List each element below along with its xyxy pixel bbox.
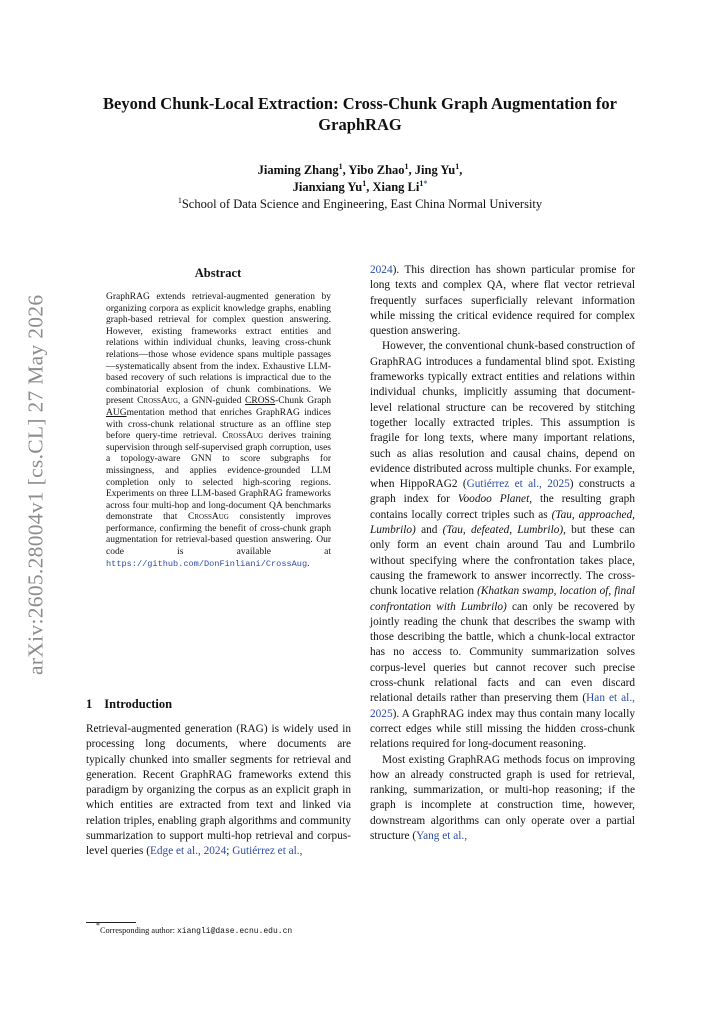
author-line-2 xyxy=(60,179,660,196)
author-name: Jianxiang Yu xyxy=(292,179,363,194)
triple-example: (Tau, approached, Lumbrilo) xyxy=(370,508,635,537)
author-affiliation-mark: 1 xyxy=(455,162,460,171)
method-name: CrossAug xyxy=(137,396,178,407)
arxiv-identifier: arXiv:2605.28004v1 [cs.CL] 27 May 2026 xyxy=(23,294,48,676)
author-separator: , xyxy=(342,163,349,177)
citation-link[interactable]: 2024 xyxy=(370,264,393,276)
triple-example: (Tau, defeated, Lumbrilo) xyxy=(442,524,564,537)
citation-link[interactable]: Gutiérrez et al., xyxy=(232,845,303,858)
affiliation-mark: 1 xyxy=(177,196,182,205)
section-title: Introduction xyxy=(104,697,173,711)
citation-link[interactable]: Gutiérrez et al., 2025 xyxy=(466,478,570,491)
author-affiliation-mark: 1 xyxy=(338,162,343,171)
abstract-heading: Abstract xyxy=(194,266,242,280)
author-separator: , xyxy=(459,163,463,177)
footnote-email[interactable]: xiangli@dase.ecnu.edu.cn xyxy=(176,927,293,936)
triple-example: (Khatkan swamp, location of, final confrontation with Lumbrilo) xyxy=(370,585,635,613)
author-separator: , xyxy=(408,163,415,177)
citation-link[interactable]: Yang et al., xyxy=(416,829,468,842)
section-heading-introduction xyxy=(86,697,350,712)
paragraph: However, the conventional chunk-based construction of GraphRAG introduces a fundamental blind spot. Existing frameworks typically extract entities and relations within individual chunks, implicitly assuming that document-level relational structure can be recovered by stitching together locally extracted triples. This assumption is fragile for long texts, where many important relations, such as alias resolution and causal chains, depend on evidence distributed across multiple chunks. For example, when HippoRAG2 (Gutiérrez et al., 2025) constructs a graph index for Voodoo Planet, the resulting graph contains locally correct triples such as (Tau, approached, Lumbrilo) and (Tau, defeated, Lumbrilo), but these can only form an event chain around Tau and Lumbrilo without specifying where the confrontation takes place, causing the framework to answer incorrectly. The cross-chunk locative relation (Khatkan swamp, location of, final confrontation with Lumbrilo) can only be recovered by jointly reading the chunk that describes the swamp with those describing the battle, which a chunk-local extractor has no access to. Community summarization solves corpus-level queries but cannot recover such precise cross-chunk relational facts and can even discard relational details rather than preserving them (Han et al., 2025). A GraphRAG index may thus contain many locally correct edges while still missing the hidden cross-chunk relations required for long-document reasoning. xyxy=(370,340,636,751)
footnote-label: Corresponding author: xyxy=(100,926,177,935)
author-line-1 xyxy=(60,162,660,179)
author-separator: , xyxy=(366,179,373,194)
footnote xyxy=(96,921,356,937)
intro-right-column xyxy=(370,263,635,844)
paragraph: Retrieval-augmented generation (RAG) is widely used in processing long documents, where documents are typically chunked into smaller segments for retrieval and generation. Recent GraphRAG frameworks extend this paradigm by organizing the corpus as an explicit graph in which entities are extracted from text and linked via relation triples, enabling graph algorithms and community summarization to support multi-hop retrieval and corpus-level queries (Edge et al., 2024; Gutiérrez et al., xyxy=(86,723,351,858)
intro-left-column xyxy=(86,722,351,860)
acronym-underline: AUG xyxy=(106,407,127,418)
affiliation-text: School of Data Science and Engineering, East China Normal University xyxy=(181,197,543,211)
citation-link[interactable]: Han et al., 2025 xyxy=(370,692,635,720)
corresponding-author-mark[interactable]: * xyxy=(423,178,428,188)
paper-title: Beyond Chunk-Local Extraction: Cross-Chunk Graph Augmentation for GraphRAG xyxy=(102,94,617,134)
footnote-mark: * xyxy=(96,921,100,930)
paragraph: 2024). This direction has shown particular promise for long texts and complex QA, where flat vector retrieval frequently surfaces superficially relevant information while missing the critical evidence required for complex question answering. xyxy=(370,264,635,338)
author-name: Xiang Li xyxy=(372,179,420,194)
author-affiliation-mark: 1* xyxy=(419,178,428,188)
citation-link[interactable]: Edge et al., 2024 xyxy=(150,845,227,858)
author-name: Jiaming Zhang xyxy=(257,163,339,177)
code-url-link[interactable]: https://github.com/DonFinliani/CrossAug xyxy=(106,558,308,569)
acronym-underline: CROSS xyxy=(245,396,276,407)
author-name: Yibo Zhao xyxy=(348,163,405,177)
paragraph: Most existing GraphRAG methods focus on improving how an already constructed graph is used for retrieval, ranking, summarization, or multi-hop reasoning; if the graph is incomplete at construction time, however, downstream algorithms can only operate over a partial structure (Yang et al., xyxy=(370,753,635,842)
author-affiliation-mark: 1 xyxy=(404,162,409,171)
book-title: Voodoo Planet xyxy=(457,493,530,506)
abstract-body: GraphRAG extends retrieval-augmented generation by organizing corpora as explicit knowledge graphs, enabling graph-based retrieval for complex question answering. However, existing frameworks extract entities and relations within individual chunks, leaving cross-chunk relations—those whose evidence spans multiple passages—systematically absent from the index. Exhaustive LLM-based recovery of such relations is impractical due to the combinatorial explosion of chunk combinations. We present CrossAug, a GNN-guided CROSS-Chunk Graph AUGmentation method that enriches GraphRAG indices with cross-chunk relational structure as an offline step before query-time retrieval. CrossAug derives training supervision through self-supervised graph corruption, uses a topology-aware GNN to score subgraphs for missingness, and applies evidence-grounded LLM completion only to selected high-scoring regions. Experiments on three LLM-based GraphRAG frameworks across four multi-hop and long-document QA benchmarks demonstrate that CrossAug consistently improves performance, confirming the benefit of cross-chunk graph augmentation for retrieval-based question answering. Our code is available at https://github.com/DonFinliani/CrossAug. xyxy=(106,292,332,569)
affiliation xyxy=(60,196,660,212)
method-name: CrossAug xyxy=(222,431,264,442)
section-number: 1 xyxy=(86,697,93,711)
author-name: Jing Yu xyxy=(414,163,456,177)
footnote-rule xyxy=(86,922,136,923)
author-list xyxy=(60,162,660,195)
author-affiliation-mark: 1 xyxy=(362,178,367,188)
method-name: CrossAug xyxy=(188,512,229,523)
